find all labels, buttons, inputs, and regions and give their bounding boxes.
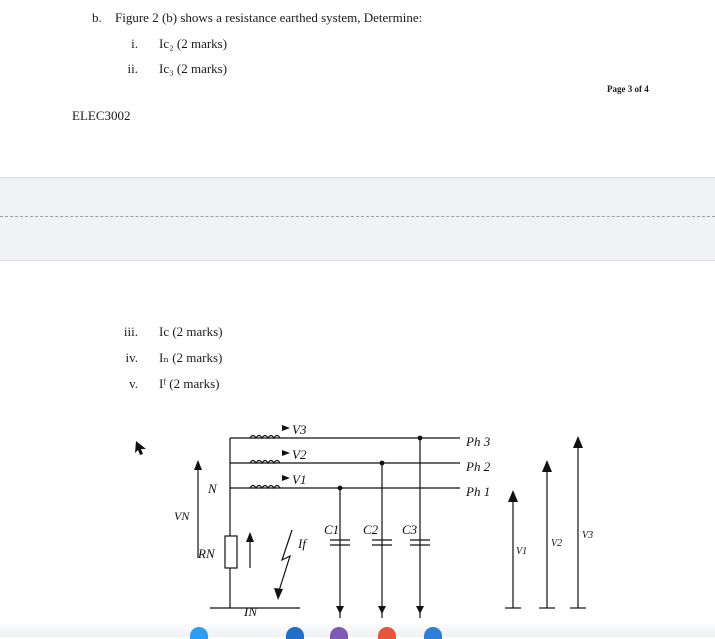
part-b-text: Figure 2 (b) shows a resistance earthed system, Determine: [115,10,423,25]
label-right-v1: V1 [516,546,528,557]
label-v3: V3 [292,422,307,437]
item-iii-text: Ic (2 marks) [159,324,223,339]
app-icon-4[interactable] [378,627,396,639]
label-vn: VN [174,509,190,523]
label-ph2: Ph 2 [466,459,491,474]
label-rn: RN [198,546,215,561]
item-i-roman: i. [131,36,138,51]
label-neutral: N [208,481,217,496]
label-v1: V1 [292,472,307,487]
mouse-cursor-icon [134,440,148,456]
page-number: Page 3 of 4 [607,84,649,94]
label-if: If [298,536,306,551]
taskbar-strip [0,622,715,637]
label-v2: V2 [292,447,307,462]
label-right-v3: V3 [582,530,594,541]
fault-path [278,530,292,594]
item-v-roman: v. [129,376,138,391]
label-c1: C1 [324,522,340,537]
item-ii-roman: ii. [127,61,138,76]
neutral-resistor [225,536,237,568]
label-c3: C3 [402,522,418,537]
page-break-dashed-line [0,216,715,217]
app-icon-2[interactable] [286,627,304,639]
page-break-band [0,177,715,261]
app-icon-1[interactable] [190,627,208,639]
part-b-label: b. [92,10,102,25]
item-iv-text: Iₙ (2 marks) [159,350,223,365]
item-iv-roman: iv. [125,350,138,365]
course-code: ELEC3002 [72,108,131,123]
label-in: IN [244,604,257,619]
item-ii-text: Ic₃ (2 marks) [159,61,228,76]
label-c2: C2 [363,522,379,537]
item-iii-roman: iii. [123,324,138,339]
label-right-v2: V2 [551,538,563,549]
label-ph3: Ph 3 [466,434,491,449]
item-v-text: Iᶠ (2 marks) [159,376,220,391]
item-i-text: Ic₂ (2 marks) [159,36,228,51]
resistance-earthed-circuit-diagram [150,418,620,622]
app-icon-5[interactable] [424,627,442,639]
app-icon-3[interactable] [330,627,348,639]
label-ph1: Ph 1 [466,484,491,499]
